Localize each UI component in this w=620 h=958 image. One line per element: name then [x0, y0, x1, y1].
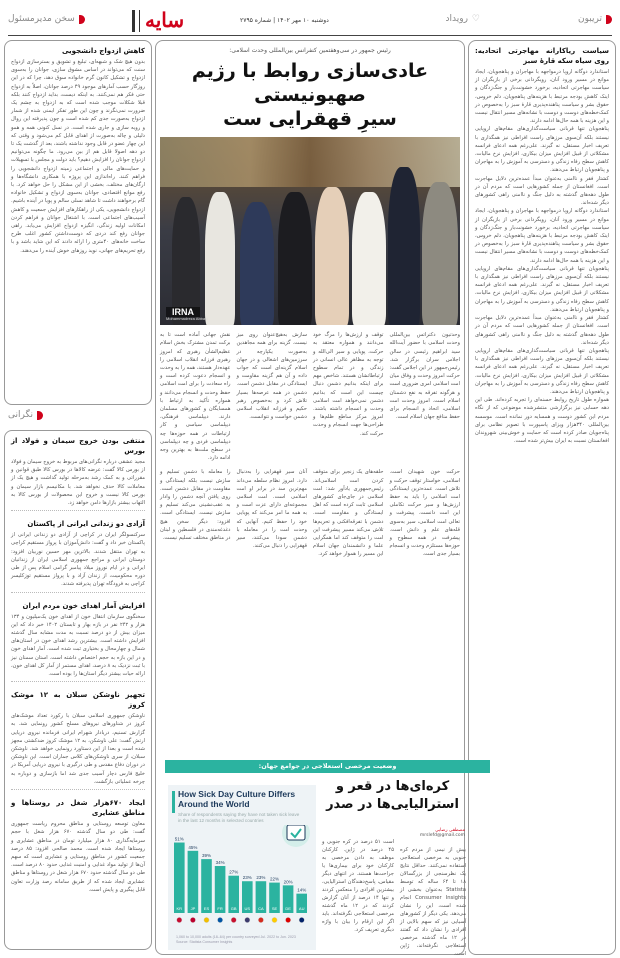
category-label: AU: [298, 906, 305, 911]
bar-value-label: 45%: [188, 844, 198, 850]
category-label: GB: [230, 906, 237, 911]
calendar-check-icon: [282, 825, 310, 847]
news-item: [11, 519, 145, 588]
tribune-article-title[interactable]: سیاست ریاکارانه مهاجرتی اتحادیه: روی سیاه سکه قارهٔ سبز: [475, 47, 609, 65]
tribune-paragraph: همواره طول تاریخ روابط حسنه‌ای را تجربه کرده‌اند. طی این دهه حسابی نیز برگزارشی منتشرشده موضوعی که از نگاه مردم این کشور دوست و همسایه دور نمانده است. موسسه بین‌المللی ۳۴۰هزار ویزای پاسپورت با تصویر نظامی برای پناه‌جویان صادر کرده است که حمایت و خوش‌بینی شهروندان افغانستان نسبت به ایران بیش‌تر شده است.: [475, 397, 609, 445]
news-item-title[interactable]: تجهیز ناوشکن سبلان به ۱۲ موشک کروز: [11, 691, 145, 710]
masthead-rule: [8, 35, 612, 36]
flag-icon-au: [299, 917, 304, 922]
category-label: KR: [176, 906, 183, 911]
bar-value-label: 14%: [297, 887, 307, 893]
news-item-body: ناوشکن جمهوری اسلامی سبلان با رکورد تعداد موشک‌های کروز در شناورهای نیروهای مسلح کشور رونمایی شد. به گزارش تسنیم، دریادار شهرام ایرانی فرمانده نیروی دریایی ارتش گفت: علی ناوشکن، به ۱۲ موشک کروز ضدکشتی مجهز شده است و بعدا از این دستاورد رونمایی خواهد شد. ناوشکن سبلان، از سری ناوشکن‌های کلاس جماران است. این ناوشکن در دوران دفاع مقدس و طی درگیری با نیروی دریایی آمریکا در خلیج فارس دچار آسیب جدی شد اما بازسازی و دوباره به چرخه عملیاتی بازگشت.: [11, 713, 145, 785]
photo-figure: [388, 167, 420, 325]
tribune-paragraph: پناهجویان تنها قربانی سیاست‌گذاری‌های مقام‌های اروپایی نیستند بلکه آن‌سوی مرزهای راست افراطی نیز همگذاری با تعریف اخبار مستقل، نه گیرند. علی‌رغم همه ادعای فرانسه مشکلاتی از قبیل افزایش میزان بیکاری، افزایش نرخ مالیات، کاهش سطح رفاه زندگی و دسترسی به آموزش را به مهاجران و پناهجویان ارتباط می‌دهند.: [475, 347, 609, 395]
news-item: [11, 436, 145, 507]
photo-figure: [278, 192, 312, 325]
bar-value-label: 39%: [201, 853, 212, 859]
flag-icon-kr: [177, 917, 182, 922]
logo-bars-icon: [132, 10, 140, 32]
news-item: [11, 690, 145, 786]
section-tag-event[interactable]: [445, 14, 480, 24]
lightbulb-icon: ♡: [471, 14, 480, 24]
feature-ribbon: وضعیت مرخصی استعلاجی در جوامع جهان:: [165, 760, 490, 773]
bar-value-label: 23%: [242, 875, 252, 881]
irna-watermark: IRNA: [166, 307, 200, 317]
concern-label: نگرانی: [8, 410, 33, 420]
category-label: JP: [190, 906, 196, 911]
editor-paragraph: بدون هیچ شک و شبهه‌ای، تبلیغ و تشویق و بسترسازی ازدواج سنت که می‌تواند در اساس مشوق سازی، جوانان را به‌سوی ازدواج و تشکیل کانون گرم خانواده سوق دهد، چرا که در این روزگار حسب آمارهای موجود ۴۹ درصد جوانان، اصلاً به ازدواج حتی فکر هم نمی‌کنند. به اینکه دیست، بداید ازدواج کنند بلکه قبلا شکلات موجب شده است که به ازدواج به چشم یک ضرورت نمی‌نگرند و چون این طور تفکر ایمنی شده از شمار ازدواج به‌صورت جدی کم شده است و چون پذیرفته این روال و رویه سازی و جاری شده است. در نسل کنونی همه و همو دلیلی و چاله به‌صورت از اهدای قابل کم می‌شود و وقتی که این چهار عضو در قابل وجود نداشته باشند، بعد از گذشت یک تا دو دهه اصولا قابل هم از بین می‌رود. ما چگونه می‌توانیم ازدواج جوانان را افزایش دهیم؟ باید دولت و مجلس با تسهیلات و حمایت‌های مالی و اجتماعی زمینه ازدواج دانشجویی را فراهم کنند. راه‌اندازی این پروژه با همکاری دانشگاه‌ها و ارگان‌های مختلف، بخشی از این مشکل را حل خواهد کرد. با رفع موانع اقتصادی، جوانان به‌سوی ازدواج و تشکیل خانواده گام برخواهند داشت تا شاهد نسلی سالم و پویا در آینده باشیم. ازدواج دانشجویی، یکی از راهکارهای افزایش جمعیت و کاهش آسیب‌های اجتماعی است. با اشتغال جوانان و فراهم کردن امکانات اولیه زندگی، انگیزه ازدواج افزایش می‌یابد. راهی جوانان رفع کند دردی که دوست‌داشتن کشور اغلب طرح ساخت خانه‌های ۴۰متری را ارائه دادند که این شاید باشد و با رفع تحریم‌های جهانی، نوید روزهای خوش آینده را می‌دهند.: [11, 59, 145, 254]
flag-icon-gb: [231, 917, 236, 922]
byline-name: مصطفی رضایی: [435, 828, 465, 833]
lead-column: آنان سیر قهقرایی را به‌دنبال دارد. امروز نظام سلطه می‌داند مهم‌ترین سد در برابر او امت اسلامی است. امت اسلامی مجموعه‌ای دارای عزت است و به همه ما امر می‌کند که پویایی خود را حفظ کنیم. آنهایی که وحدت امت را در معامله با دشمن سودا می‌کنند، سیر قهقرایی را دنبال می‌کنند.: [236, 469, 307, 550]
lead-column: سازش به‌هیچ‌عنوان روی میز نیست. گزینه برای همه مجاهدین به‌صورت یکپارچه در سرزمین‌های اشغالی و در جهان اسلام گزینه‌ای است که جواب داده و آن هم گزینه مقاومت و ایستادگی در مقابل دشمن است. دشمن در همه عرصه‌ها بسیار تلاش کرد و به‌خصوص رهبر حکیم و فرزانه انقلاب اسلامی دشمن خواست و نتوانست.: [236, 332, 307, 421]
news-item-body: سرکنسولگر ایران در کراچی از آزادی دو زندانی ایرانی از پاکستان خبر داد و گفت: دانش‌آموزان با پرواز مستقیم کراچی به تهران منتقل شدند. بالاترین مهر حسین نوربیان افزود: دوستان ایرانی و مراجع جمهوری اسلامی ایران از زندانیان ایرانی و در ایام نوروز میلاد پیامبر گرامی اسلام پس از طی دوره محکومیت، از زندان آزاد و با پرواز مستقیم توزکلیسر کراچی به فرودگاه تهران پذیرفته شدند.: [11, 532, 145, 588]
flag-icon-us: [245, 917, 250, 922]
chart-title: How Sick Day Culture Differs Around the World: [178, 789, 296, 809]
lead-column: را معامله با دشمن تسلیم و سازش نیست بلکه ایستادگی و مقاومت در مقابل دشمن است. روی یافتن آنچه دشمن را وادار به عقب‌نشینی می‌کند تسلیم و سازش نیست. ایستادگی است. افزود: دیگر سخن هیچ دغدغه‌مندی در فلسطین و لبنان در مناطق مختلف تسلیم نیست.: [160, 469, 231, 542]
chart-source: Source: Statista Consumer Insights: [176, 939, 233, 944]
tribune-paragraph: کشتار فقر و ناامنی به‌عنوان مبدأ عمده‌ترین دلایل مهاجرت است. افغانستان از جمله کشورهایی است که مردم آن در طول دهه‌های گذشته به دلیل جنگ و ناامنی راهی کشورهای دیگر شده‌اند.: [475, 315, 609, 346]
tribune-paragraph: پناهجویان تنها قربانی سیاست‌گذاری‌های مقام‌های اروپایی نیستند بلکه آن‌سوی مرزهای راست افراطی نیز همگذاری با تعریف اخبار مستقل، نه گیرند. علی‌رغم همه ادعای فرانسه مشکلاتی از قبیل افزایش میزان بیکاری، افزایش نرخ مالیات، کاهش سطح رفاه زندگی و دسترسی به آموزش را به مهاجران و پناهجویان ارتباط می‌دهند.: [475, 265, 609, 313]
news-item-title[interactable]: منتفی بودن خروج سیمان و فولاد از بورس: [11, 437, 145, 455]
photo-figure: [205, 192, 235, 325]
category-label: DE: [285, 906, 291, 911]
lead-column: حرکت خون شهیدان است. اسلامی، خواستار توقف حرکت و تلاش است. عمده‌ترین ایستادگی امت اسلامی را باید به حفظ ارزش‌ها و سیر حرکت تکاملی این امت دانست. پیشرفت و تعالی امت اسلامی، سیر به‌سوی قله‌های علم و دانش است. پیشرفت در همه سطوح و حوزه‌ها مستلزم وحدت و انسجام بسیار جدی است.: [389, 469, 460, 558]
category-label: SE: [271, 906, 278, 911]
red-marker-icon: [79, 15, 85, 24]
red-marker-icon: [37, 411, 43, 420]
tribune-column: [468, 40, 616, 955]
category-label: ES: [203, 906, 210, 911]
lead-body-columns: [156, 325, 464, 558]
flag-icon-fr: [218, 917, 223, 922]
section-tag-concern[interactable]: [8, 410, 43, 420]
newspaper-logo[interactable]: سایه: [145, 8, 185, 32]
bar-es: [201, 859, 212, 913]
red-marker-icon: [606, 15, 612, 24]
chart-note: [176, 935, 296, 944]
lead-column: وحدتیون دکتراتس بین‌المللی وحدت اسلامی با حضور آیت‌الله سید ابراهیم رئیسی در سالن اجلاس سران برگزار شد. رئیس‌جمهور در این اجلاس گفت: حرکت امروز وحدت و وفاق میان امت اسلامی امری ضروری است و هرگونه تفرقه به نفع دشمنان اسلام است. امروز وحدت امت اسلامی، اتحاد و انسجام برای حفظ منافع جهان اسلام است.: [389, 332, 460, 421]
flag-icon-jp: [190, 917, 195, 922]
editor-column: [4, 40, 152, 405]
news-item-title[interactable]: ایجاد ۶۷۰هزار شغل در روستاها و مناطق عشایری: [11, 799, 145, 818]
feature-body: بیش از نیمی از مردم کره جنوبی به مرخصی استعلاجی استفاده نمی‌کنند. حداقل نتایج یک نظرسنجی از بزرگسالان ۱۸ تا ۶۴ ساله که توسط Statista به‌عنوان بخشی از Consumer Insights انجام شده است، این را نشان می‌دهد. یکی دیگر از کشورهای آسیایی نیز که سهم بالایی از افرادی را نشان داد که گفتند در ۱۲ ماه گذشته مرخصی استعلاجی نگرفته‌اند، ژاپن است.: [400, 847, 466, 957]
tribune-paragraph: کشتار فقر و ناامنی به‌عنوان مبدأ عمده‌ترین دلایل مهاجرت است. افغانستان از جمله کشورهایی است که مردم آن در طول دهه‌های گذشته به دلیل جنگ و ناامنی راهی کشورهای دیگر شده‌اند.: [475, 175, 609, 207]
date-line: دوشنبه ۱۰ مهر ۱۴۰۲ | شماره ۲۷۹۵: [240, 17, 329, 24]
bar-value-label: 20%: [283, 879, 293, 885]
bar-value-label: 23%: [256, 875, 266, 881]
bar-value-label: 27%: [229, 869, 239, 875]
flag-icon-se: [272, 917, 277, 922]
photo-figure: [352, 192, 386, 325]
photographer-credit: Mohammadreza Abbasi: [166, 316, 209, 321]
headline-line-2: سیرِ قهقرایی ست: [223, 108, 397, 131]
news-item: [11, 798, 145, 894]
news-item-title[interactable]: آزادی دو زندانی ایرانی از پاکستان: [27, 520, 145, 529]
news-item-body: مجید عشقی درباره نگرانی‌های مربوط به خروج سیمان و فولاد از بورس کالا گفت: عرضه کالاها در بورس کالا طبق قوانین و مقرراتی و به کمک رشد به‌مرحله تولید گذاشت و هیچ‌ یک از معاملات کالا حذف نخواهد شد. با مکانیسم بازار سیمان و بورس کالا نیست و خروج این محصولات از بورس کالا به‌ التهاب بیشتر بازارها دامن خواهد زد.: [11, 459, 145, 507]
item-divider: [11, 789, 145, 795]
feature-body: است ۵۱ درصد در کره جنوبی و ۴۵ درصد در ژاپن. کارکنان موظف به دادن مرخصی به کارکنان خود برای بیماری‌ها یا جراحت‌ها هستند. در انتهای دیگر مقیاس، پاسخ‌دهندگان استرالیایی، بیشترین افرادی را منعکس کردند و تنها ۱۴ درصد از آنان گزارش کردند که در ۱۲ ماه گذشته مرخصی استعلاجی نگرفته‌اند. باید اگر این ارقام را بیان با واژه دیگری تعریف کرد.: [322, 839, 395, 933]
chart-subtitle: Share of respondents saying they have not taken sick leave in the last 12 months in selected countries: [178, 812, 300, 823]
feature-headline[interactable]: کره‌ای‌ها در قعر و استرالیایی‌ها در صدر: [326, 779, 459, 812]
tribune-paragraph: پناهجویان تنها قربانی سیاست‌گذاری‌های مقام‌های اروپایی نیستند بلکه آن‌سوی مرزهای راست افراطی نیز همگذاری با تعریف اخبار مستقل، نه گیرند. علی‌رغم همه ادعای فرانسه مشکلاتی از قبیل افزایش میزان بیکاری، افزایش نرخ مالیات، کاهش سطح رفاه زندگی و دسترسی به آموزش را به مهاجران و پناهجویان ارتباط می‌دهند.: [475, 126, 609, 174]
flag-icon-de: [286, 917, 291, 922]
masthead: [0, 0, 620, 36]
photo-figure: [315, 187, 349, 325]
concern-column: [4, 430, 152, 950]
sick-day-chart: [168, 785, 316, 950]
news-item-title[interactable]: افزایش آمار اهدای خون مردم ایران: [22, 601, 145, 610]
chart-plot: [168, 825, 316, 935]
news-item: [11, 601, 145, 679]
flag-icon-es: [204, 917, 209, 922]
category-label: CA: [258, 906, 264, 911]
category-label: FR: [217, 906, 223, 911]
bar-value-label: 51%: [174, 836, 184, 842]
lead-column: نقش جهانی آماده است تا به برکت تمدن مشترک بخش اسلام عظیم‌الشأن رهبری که امروز رهبری فرزانه انقلاب اسلامی را عهده‌دار هستند، همه را به وحدت و انسجام دعوت کرده است و راه سعادت را برای امت اسلامی حفظ وحدت و انسجام می‌دانند و همواره تأکید به ارتباط با همسایگان و کشورهای مسلمان دارند. دیپلماسی فرهنگی، دیپلماسی سیاسی و کار ارتباطات در همه حوزه‌ها چه دیپلماسی فردی و چه دیپلماسی در سطح ملت‌ها به بهترین وجه ادامه دارد.: [160, 332, 231, 462]
bar-jp: [188, 851, 199, 913]
photo-figure: [240, 202, 274, 325]
chart-accent-bar: [172, 791, 175, 813]
lead-headline[interactable]: [156, 59, 464, 131]
editor-label: سخن مدیرمسئول: [8, 14, 75, 24]
chart-sample-note: 1,060 to 10,000 adults (18–64) per country surveyed Jul. 2022 to Jun. 2023: [176, 935, 296, 939]
news-item-body: معاون توسعه روستایی و مناطق محروم ریاست جمهوری گفت: طی دو سال گذشته ۶۷۰ هزار شغل با حجم سرمایه‌گذاری ۸۰ هزار میلیارد تومان در مناطق عشایری و روستاها ایجاد شده است. محمد صالحی افزود: ۸۵ درصد جمعیت کشور در مناطق روستایی و عشایری است که سهم آن‌ها از تولید مواد غذایی و امنیت غذایی حدود ۸۰ درصد است. طی دو سال گذشته حدود ۶۷۰ هزار شغل در روستاها و مناطق عشایری ایجاد شده که از طریق سامانه رصد وزارت تعاون قابل پیگیری و پایش است.: [11, 821, 146, 893]
editor-article-title[interactable]: کاهش ازدواج دانشجویی: [61, 47, 145, 55]
bar-value-label: 34%: [215, 860, 225, 866]
byline-email[interactable]: mrslefd@gmail.com: [419, 833, 465, 838]
item-divider: [11, 681, 145, 687]
news-item-body: سخنگوی سازمان انتقال خون از اهدای خون یک‌میلیون و ۱۳۴ هزار و ۲۴۲ نفر در بازه بهار و تابستان ۱۴۰۲ خبر داد که این میزان بیش از دو درصد نسبت به مدت مشابه سال گذشته افزایش داشته است. بیشترین رشد اهدای خون در استان‌های شمال و چهارمحال و بختیاری ثبت شده است. آمار اهدای خون و در این بازه به‌ حجم اختصاص داشته است. استان سمنان نیز با ثبت نزدیک به ۸ درصد، اهدای مستمر از آمار کل اهدای خون، ارائه حیات بیشتر دیگر استان‌ها را بوده است.: [11, 613, 146, 678]
tribune-paragraph: استاندارد دوگانه اروپا درمواجهه با مهاجران و پناهجویان، ایجاد موانع در مسیر ورود آنان، رویگردانی برخی از بازیگران از سیاست مهاجرتی اتحادیه، برخورد خشونت‌بار و جنگ‌زدگان و اینک کاهش بودجه مرتبط با هزینه‌های پناهجویان، دلم خروس، حقوق بشر و سیاست پناهنده‌پذیری قارهٔ سبز را به‌خصوص در کمک‌خطه‌های دوست و دوست با نشانه‌های مسیر انتقال نیست و این هزینه با همه حال‌ها ادامه دارند.: [475, 69, 609, 125]
tribune-paragraph: استاندارد دوگانه اروپا درمواجهه با مهاجران و پناهجویان، ایجاد موانع در مسیر ورود آنان، رویگردانی برخی از بازیگران از سیاست مهاجرتی اتحادیه، برخورد خشونت‌بار و جنگ‌زدگان و اینک کاهش بودجه مرتبط با هزینه‌های پناهجویان، دلم خروس، حقوق بشر و سیاست پناهنده‌پذیری قارهٔ سبز را به‌خصوص در کمک‌خطه‌های دوست و دوست با نشانه‌های مسیر انتقال نیست و این هزینه با همه حال‌ها ادامه دارند.: [475, 208, 609, 264]
feature-byline: [400, 828, 465, 838]
bar-value-label: 22%: [269, 876, 280, 882]
section-tag-tribune[interactable]: [578, 14, 612, 24]
event-label: رویداد: [445, 14, 468, 24]
lead-kicker: رئیس جمهور در سی‌وهفتمین کنفرانس بین‌المللی وحدت اسلامی:: [229, 47, 391, 54]
item-divider: [11, 510, 145, 516]
bar-kr: [174, 843, 185, 913]
lead-column: حلقه‌های یک زنجیر برای متوقف کردن امت اسلامی‌اند. رئیس‌جمهوری یادآور شد: امت اسلامی در جای‌جای کشورهای اسلامی ثابت کرده است که اهل ایستادگی و مقاومت است. دشمن با تفرقه‌افکنی و تحریم‌ها تلاش می‌کند مسیر پیشرفت این امت را متوقف کند اما همگرایی علما و دانشمندان جهان اسلام این مسیر را هموار خواهد کرد.: [313, 469, 384, 558]
headline-line-1: عادی‌سازی روابط با رژیم صهیونیستی: [191, 60, 429, 107]
photo-figure: [172, 197, 200, 325]
tribune-label: تریبون: [578, 14, 602, 24]
lead-column: توقف و ارزش‌ها را مرگ خود می‌دانند و همواره معتقد به حرکت، پویایی و سیر الی‌الله و توجه به مظاهر عالی انسانی در زندگی و در تمام سطوح ارتباطاتشان هستند. شاخص مهم برای اینکه بدانیم دشمن دنبال چیست این است که بدانیم دشمن نمی‌خواهد امت اسلامی وحدت و انسجام داشته باشند. امروز مرکز ساطع ظلم‌ها و طراحی‌ها جهت انسجام و وحدت حرکت کند.: [313, 332, 384, 437]
section-tag-editor[interactable]: [8, 14, 85, 24]
category-label: US: [244, 906, 251, 911]
lead-photo[interactable]: [160, 137, 460, 325]
flag-icon-ca: [258, 917, 263, 922]
item-divider: [11, 592, 145, 598]
photo-figure: [422, 182, 458, 325]
